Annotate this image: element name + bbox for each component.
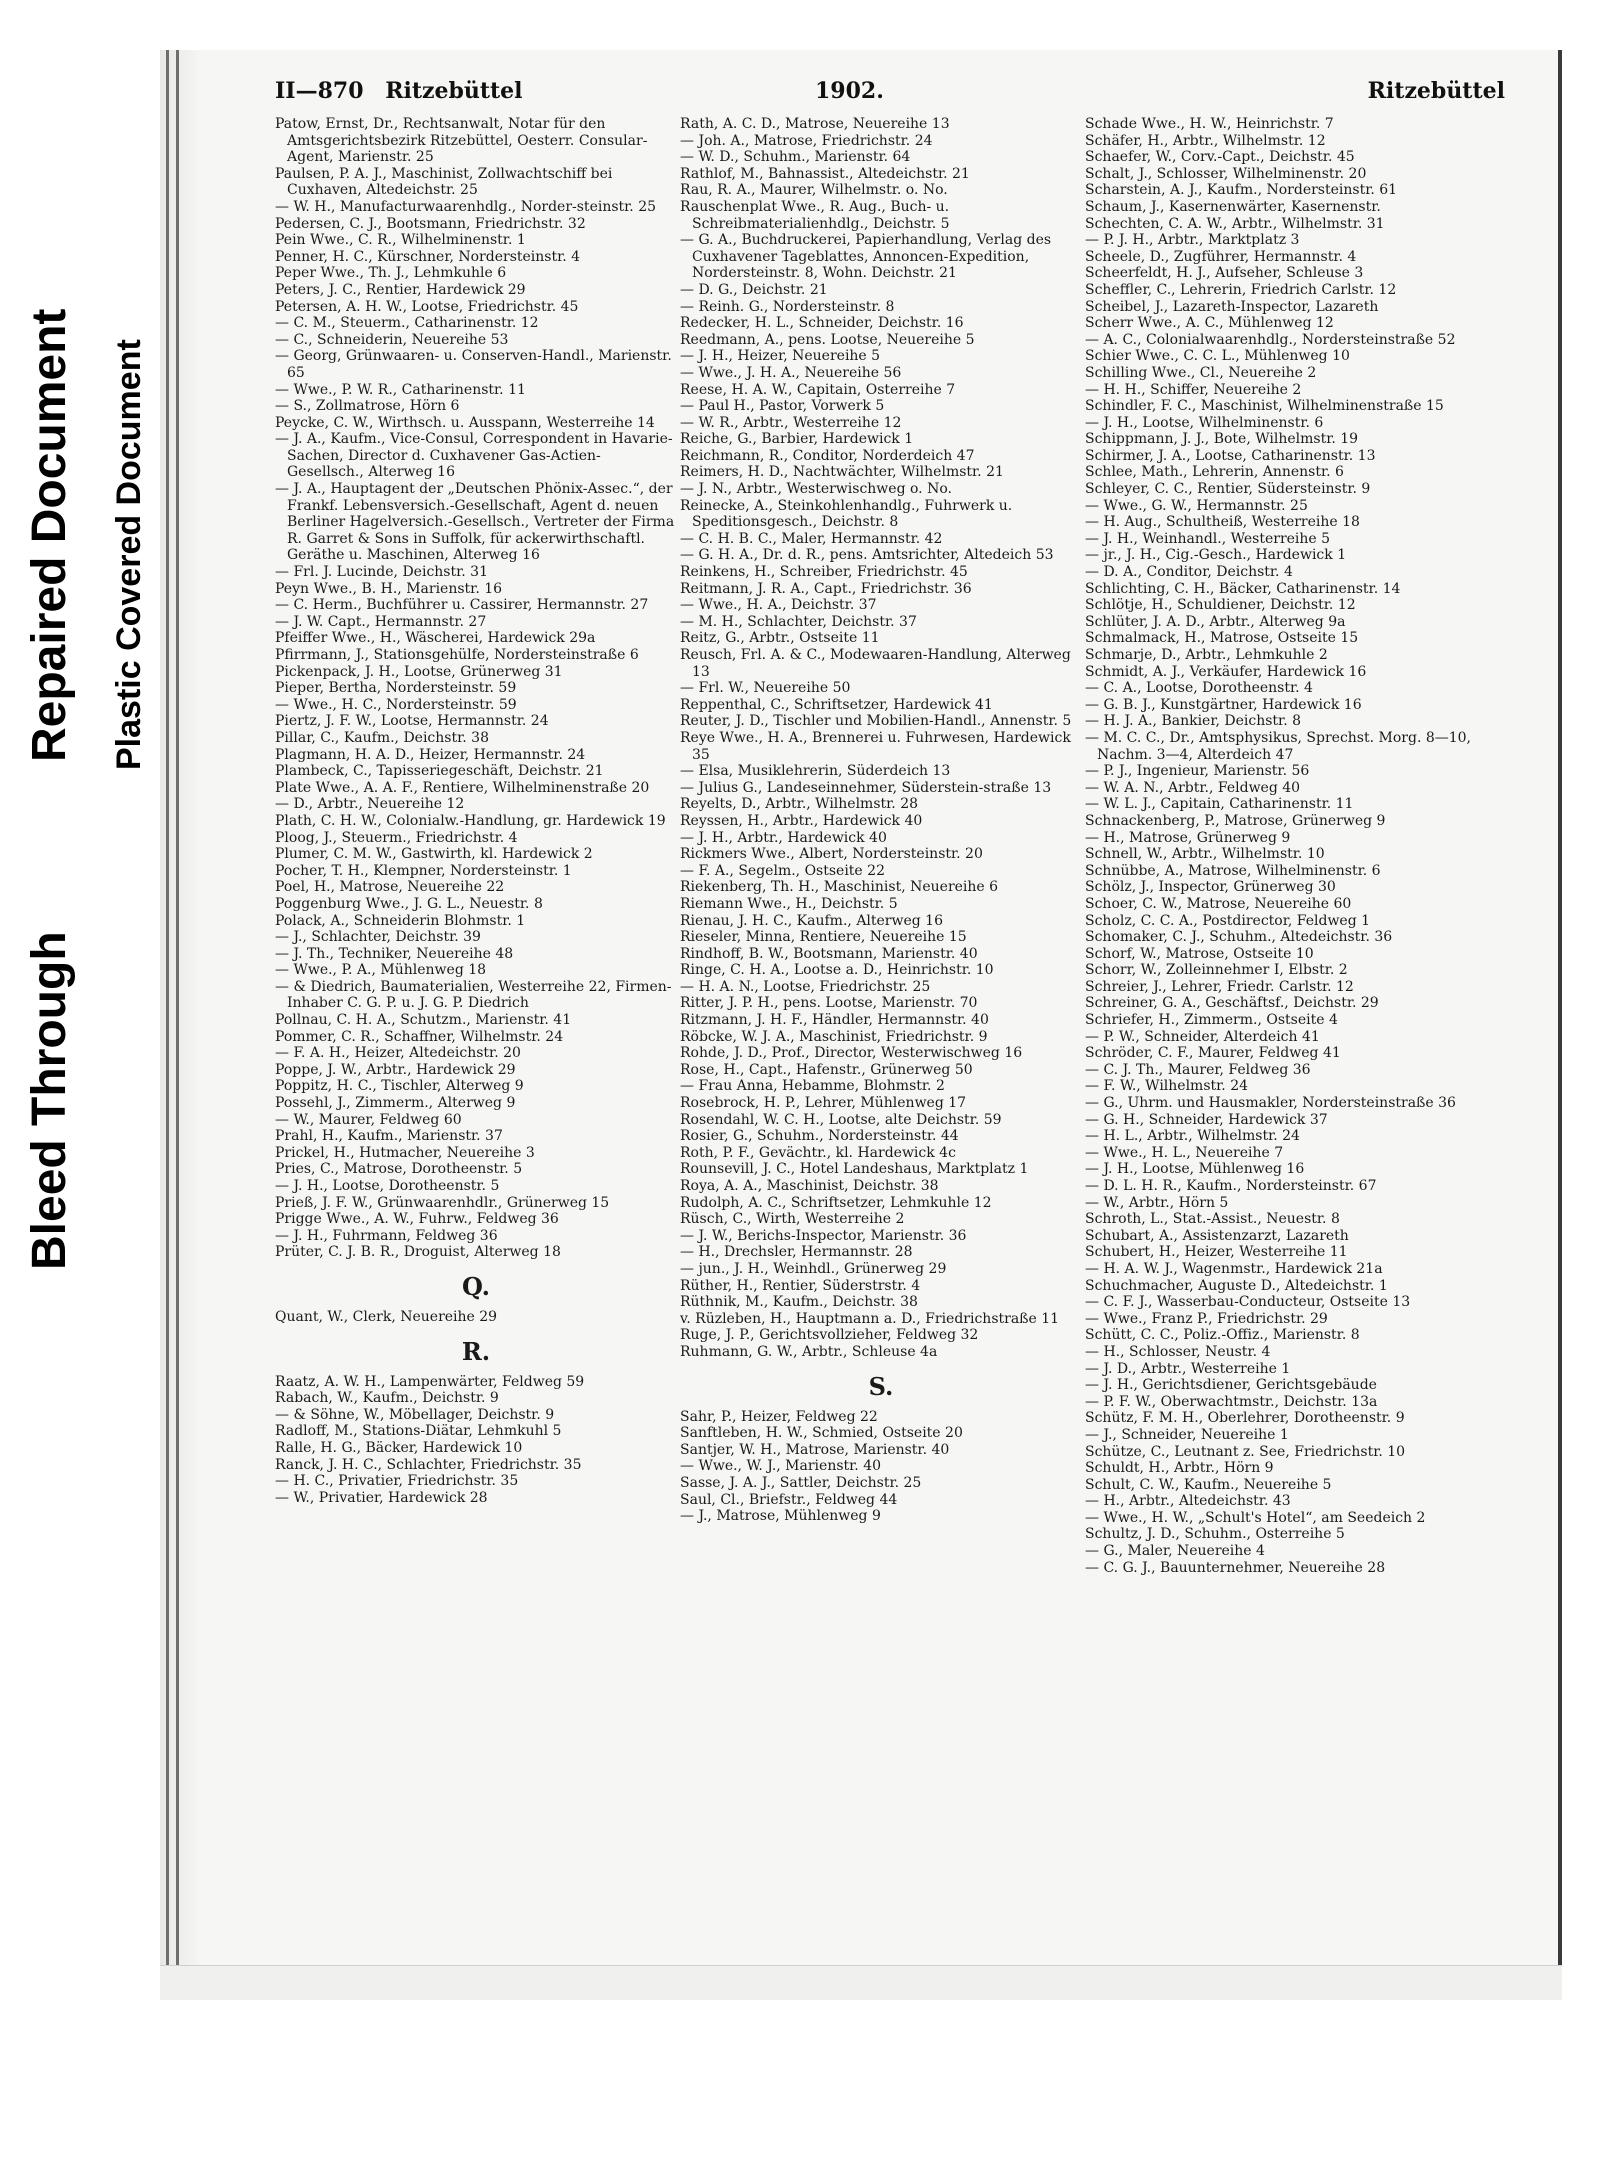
directory-entry: Rath, A. C. D., Matrose, Neuereihe 13 — [680, 116, 950, 132]
directory-entry: Reyelts, D., Arbtr., Wilhelmstr. 28 — [680, 796, 919, 813]
directory-entry: Plambeck, C., Tapisseriegeschäft, Deichstr. 21 — [275, 763, 604, 780]
directory-entry: — H., Arbtr., Altedeichstr. 43 — [1085, 1493, 1291, 1510]
directory-entry: — C. Herm., Buchführer u. Cassirer, Hermannstr. 27 — [275, 597, 649, 614]
directory-entry: Radloff, M., Stations-Diätar, Lehmkuhl 5 — [275, 1423, 562, 1440]
directory-entry: Schnell, W., Arbtr., Wilhelmstr. 10 — [1085, 846, 1325, 863]
page-number: II—870 — [275, 78, 364, 104]
directory-entry: Schorf, W., Matrose, Ostseite 10 — [1085, 945, 1314, 962]
directory-entry: Röbcke, W. J. A., Maschinist, Friedrichstr. 9 — [680, 1028, 988, 1045]
directory-entry: Reinecke, A., Steinkohlenhandlg., Fuhrwerk u. Speditionsgesch., Deichstr. 8 — [680, 497, 1013, 531]
directory-entry: — & Diedrich, Baumaterialien, Westerreihe 22, Firmen-Inhaber C. G. P. u. J. G. P. Diedrich — [275, 978, 672, 1012]
directory-entry: — jr., J. H., Cig.-Gesch., Hardewick 1 — [1085, 547, 1347, 564]
directory-entry: — Wwe., H. A., Deichstr. 37 — [680, 597, 877, 614]
directory-entry: Quant, W., Clerk, Neuereihe 29 — [275, 1308, 498, 1325]
directory-entry: — C. H. B. C., Maler, Hermannstr. 42 — [680, 530, 943, 547]
directory-entry: Rosier, G., Schuhm., Nordersteinstr. 44 — [680, 1128, 959, 1145]
directory-entry: — H. A. W. J., Wagenmstr., Hardewick 21a — [1085, 1260, 1383, 1277]
directory-entry: Ranck, J. H. C., Schlachter, Friedrichstr. 35 — [275, 1456, 582, 1473]
directory-entry: Ruge, J. P., Gerichtsvollzieher, Feldweg 32 — [680, 1327, 979, 1344]
directory-entry: — H., Matrose, Grünerweg 9 — [1085, 829, 1291, 846]
directory-entry: — C. A., Lootse, Dorotheenstr. 4 — [1085, 680, 1313, 697]
directory-entry: Pillar, C., Kaufm., Deichstr. 38 — [275, 729, 489, 746]
directory-entry: Sahr, P., Heizer, Feldweg 22 — [680, 1408, 878, 1425]
directory-entry: Reyssen, H., Arbtr., Hardewick 40 — [680, 812, 923, 829]
directory-entry: Poel, H., Matrose, Neuereihe 22 — [275, 879, 505, 896]
directory-entry: Schmalmack, H., Matrose, Ostseite 15 — [1085, 630, 1359, 647]
directory-entry: Rau, R. A., Maurer, Wilhelmstr. o. No. — [680, 182, 948, 199]
directory-entry: Rindhoff, B. W., Bootsmann, Marienstr. 40 — [680, 945, 978, 962]
directory-entry: — Wwe., J. H. A., Neuereihe 56 — [680, 364, 902, 381]
directory-entry: — J. H., Fuhrmann, Feldweg 36 — [275, 1227, 498, 1244]
directory-entry: — & Söhne, W., Möbellager, Deichstr. 9 — [275, 1406, 555, 1423]
directory-entry: Schier Wwe., C. C. L., Mühlenweg 10 — [1085, 348, 1350, 365]
directory-entry: Schomaker, C. J., Schuhm., Altedeichstr. 36 — [1085, 929, 1393, 946]
directory-entry: Saul, Cl., Briefstr., Feldweg 44 — [680, 1491, 898, 1508]
directory-entry: — M. H., Schlachter, Deichstr. 37 — [680, 613, 917, 630]
directory-entry: Rudolph, A. C., Schriftsetzer, Lehmkuhle 12 — [680, 1194, 992, 1211]
label-plastic-covered-document: Plastic Covered Document — [110, 339, 148, 770]
directory-entry: Schnackenberg, P., Matrose, Grünerweg 9 — [1085, 812, 1386, 829]
directory-entry: Pries, C., Matrose, Dorotheenstr. 5 — [275, 1161, 523, 1178]
directory-entry: Prickel, H., Hutmacher, Neuereihe 3 — [275, 1144, 535, 1161]
directory-entry: — S., Zollmatrose, Hörn 6 — [275, 398, 460, 415]
directory-entry: Reitz, G., Arbtr., Ostseite 11 — [680, 630, 880, 647]
directory-entry: Petersen, A. H. W., Lootse, Friedrichstr. 45 — [275, 298, 579, 315]
directory-entry: Rosendahl, W. C. H., Lootse, alte Deichstr. 59 — [680, 1111, 1002, 1128]
directory-entry: — W., Maurer, Feldweg 60 — [275, 1111, 462, 1128]
directory-entry: Rounsevill, J. C., Hotel Landeshaus, Marktplatz 1 — [680, 1161, 1029, 1178]
running-head-year: 1902. — [815, 78, 884, 104]
directory-entry: — J. H., Gerichtsdiener, Gerichtsgebäude — [1085, 1377, 1377, 1394]
directory-entry: Pein Wwe., C. R., Wilhelminenstr. 1 — [275, 232, 526, 249]
directory-entry: Rüthnik, M., Kaufm., Deichstr. 38 — [680, 1294, 918, 1311]
directory-entry: Schaum, J., Kasernenwärter, Kasernenstr. — [1085, 198, 1381, 215]
directory-entry: — J. D., Arbtr., Westerreihe 1 — [1085, 1360, 1291, 1377]
directory-entry: Piertz, J. F. W., Lootse, Hermannstr. 24 — [275, 713, 549, 730]
directory-entry: Pollnau, C. H. A., Schutzm., Marienstr. 41 — [275, 1012, 572, 1029]
directory-entry: — J., Schneider, Neuereihe 1 — [1085, 1426, 1289, 1443]
directory-column-2 — [680, 116, 1082, 1525]
page-right-edge — [1558, 50, 1562, 2000]
section-letter: S. — [868, 1371, 894, 1401]
directory-entry: Schreiner, G. A., Geschäftsf., Deichstr. 29 — [1085, 995, 1379, 1012]
directory-entry: Pfirrmann, J., Stationsgehülfe, Nordersteinstraße 6 — [275, 647, 639, 663]
directory-page — [160, 50, 1562, 2000]
directory-entry: — W. L. J., Capitain, Catharinenstr. 11 — [1085, 796, 1354, 813]
directory-entry: — H. A. N., Lootse, Friedrichstr. 25 — [680, 978, 931, 995]
directory-entry: Schade Wwe., H. W., Heinrichstr. 7 — [1085, 116, 1334, 132]
directory-entry: Reiche, G., Barbier, Hardewick 1 — [680, 431, 914, 448]
directory-entry: Schäfer, H., Arbtr., Wilhelmstr. 12 — [1085, 132, 1326, 149]
directory-entry: — D., Arbtr., Neuereihe 12 — [275, 796, 465, 813]
directory-entry: Peters, J. C., Rentier, Hardewick 29 — [275, 281, 526, 298]
directory-entry: — W. R., Arbtr., Westerreihe 12 — [680, 414, 902, 431]
directory-entry: — G. A., Buchdruckerei, Papierhandlung, Verlag des Cuxhavener Tageblattes, Annoncen-Expedition, Nordersteinstr. 8, Wohn. Deichstr. 21 — [680, 232, 1052, 282]
directory-entry: Rüther, H., Rentier, Süderstrstr. 4 — [680, 1277, 921, 1294]
directory-entry: — J. A., Kaufm., Vice-Consul, Correspondent in Havarie-Sachen, Director d. Cuxhavener Gas-Actien-Gesellsch., Alterweg 16 — [275, 431, 673, 481]
directory-entry: — W., Privatier, Hardewick 28 — [275, 1489, 488, 1506]
directory-entry: — Joh. A., Matrose, Friedrichstr. 24 — [680, 132, 933, 149]
directory-entry: Rohde, J. D., Prof., Director, Westerwischweg 16 — [680, 1045, 1023, 1062]
directory-entry: Schütz, F. M. H., Oberlehrer, Dorotheenstr. 9 — [1085, 1410, 1405, 1427]
scan-labels — [0, 0, 160, 1280]
directory-entry: Rosebrock, H. P., Lehrer, Mühlenweg 17 — [680, 1095, 967, 1112]
directory-entry: Polack, A., Schneiderin Blohmstr. 1 — [275, 912, 526, 929]
directory-entry: — G., Uhrm. und Hausmakler, Nordersteinstraße 36 — [1085, 1095, 1456, 1112]
directory-entry: Rickmers Wwe., Albert, Nordersteinstr. 20 — [680, 846, 983, 863]
directory-entry: Schindler, F. C., Maschinist, Wilhelminenstraße 15 — [1085, 398, 1444, 415]
directory-entry: — J. H., Lootse, Wilhelminenstr. 6 — [1085, 414, 1324, 431]
directory-entry: Schoer, C. W., Matrose, Neuereihe 60 — [1085, 895, 1352, 912]
directory-entry: Possehl, J., Zimmerm., Alterweg 9 — [275, 1095, 516, 1112]
directory-entry: Ritter, J. P. H., pens. Lootse, Marienstr. 70 — [680, 995, 978, 1012]
directory-entry: Poggenburg Wwe., J. G. L., Neuestr. 8 — [275, 895, 543, 912]
directory-entry: — W. A. N., Arbtr., Feldweg 40 — [1085, 779, 1301, 796]
directory-entry: Pocher, T. H., Klempner, Nordersteinstr. 1 — [275, 862, 572, 879]
directory-entry: Penner, H. C., Kürschner, Nordersteinstr. 4 — [275, 248, 581, 265]
directory-entry: Schütt, C. C., Poliz.-Offiz., Marienstr. 8 — [1085, 1327, 1360, 1344]
directory-entry: — Wwe., Franz P., Friedrichstr. 29 — [1085, 1310, 1328, 1327]
directory-entry: Scharstein, A. J., Kaufm., Nordersteinstr. 61 — [1085, 182, 1398, 199]
directory-entry: — Wwe., H. L., Neuereihe 7 — [1085, 1144, 1284, 1161]
directory-entry: — G. B. J., Kunstgärtner, Hardewick 16 — [1085, 696, 1362, 713]
directory-entry: — J. A., Hauptagent der „Deutschen Phönix-Assec.“, der Frankf. Lebensversich.-Gesellschaft, Agent d. neuen Berliner Hagelversich.-Gesellsch., Vertreter der Firma R. Garret & Sons in Suffolk, für ackerwirthschaftl. Geräthe u. Maschinen, Alterweg 16 — [275, 481, 675, 564]
directory-entry: — G., Maler, Neuereihe 4 — [1085, 1543, 1265, 1560]
directory-entry: — D. G., Deichstr. 21 — [680, 281, 828, 298]
directory-entry: Reusch, Frl. A. & C., Modewaaren-Handlung, Alterweg 13 — [680, 647, 1071, 680]
directory-entry: Raatz, A. W. H., Lampenwärter, Feldweg 59 — [275, 1373, 585, 1390]
directory-entry: Rathlof, M., Bahnassist., Altedeichstr. 21 — [680, 165, 970, 182]
directory-entry: Schaefer, W., Corv.-Capt., Deichstr. 45 — [1085, 149, 1355, 166]
directory-entry: — Wwe., H. C., Nordersteinstr. 59 — [275, 696, 517, 713]
directory-entry: — H. Aug., Schultheiß, Westerreihe 18 — [1085, 514, 1360, 531]
directory-entry: Schmarje, D., Arbtr., Lehmkuhle 2 — [1085, 647, 1328, 663]
directory-entry: — H. C., Privatier, Friedrichstr. 35 — [275, 1473, 519, 1490]
directory-entry: Rabach, W., Kaufm., Deichstr. 9 — [275, 1390, 499, 1407]
directory-entry: — Wwe., P. A., Mühlenweg 18 — [275, 962, 487, 979]
directory-entry: — J. H., Lootse, Mühlenweg 16 — [1085, 1161, 1305, 1178]
directory-entry: — P. W., Schneider, Alterdeich 41 — [1085, 1028, 1320, 1045]
running-head-left: Ritzebüttel — [385, 78, 523, 104]
directory-entry: Schnübbe, A., Matrose, Wilhelminenstr. 6 — [1085, 862, 1381, 879]
directory-entry: — Julius G., Landeseinnehmer, Süderstein-straße 13 — [680, 779, 1052, 796]
directory-entry: Patow, Ernst, Dr., Rechtsanwalt, Notar für den Amtsgerichtsbezirk Ritzebüttel, Oesterr. Consular-Agent, Marienstr. 25 — [275, 116, 648, 166]
directory-entry: Reye Wwe., H. A., Brennerei u. Fuhrwesen, Hardewick 35 — [680, 729, 1071, 763]
directory-entry: — Elsa, Musiklehrerin, Süderdeich 13 — [680, 763, 951, 780]
directory-entry: Schubart, A., Assistenzarzt, Lazareth — [1085, 1227, 1349, 1244]
directory-entry: Peycke, C. W., Wirthsch. u. Ausspann, Westerreihe 14 — [275, 414, 655, 431]
directory-column-3 — [1085, 116, 1487, 1576]
directory-entry: — Frau Anna, Hebamme, Blohmstr. 2 — [680, 1078, 945, 1095]
directory-entry: Schmidt, A. J., Verkäufer, Hardewick 16 — [1085, 663, 1367, 680]
directory-entry: — J., Matrose, Mühlenweg 9 — [680, 1508, 881, 1525]
directory-entry: Pickenpack, J. H., Lootse, Grünerweg 31 — [275, 663, 563, 680]
directory-entry: Scherr Wwe., A. C., Mühlenweg 12 — [1085, 315, 1334, 332]
label-bleed-through: Bleed Through — [23, 931, 76, 1270]
directory-entry: — P. J. H., Arbtr., Marktplatz 3 — [1085, 232, 1300, 249]
directory-entry: — J. H., Weinhandl., Westerreihe 5 — [1085, 530, 1331, 547]
directory-entry: — F. W., Wilhelmstr. 24 — [1085, 1078, 1249, 1095]
directory-entry: Reitmann, J. R. A., Capt., Friedrichstr. 36 — [680, 580, 972, 597]
directory-entry: Ritzmann, J. H. F., Händler, Hermannstr. 40 — [680, 1012, 989, 1029]
directory-entry: Rieseler, Minna, Rentiere, Neuereihe 15 — [680, 929, 967, 946]
directory-entry: Scholz, C. C. A., Postdirector, Feldweg 1 — [1085, 912, 1371, 929]
directory-entry: Rienau, J. H. C., Kaufm., Alterweg 16 — [680, 912, 943, 929]
directory-entry: Schütze, C., Leutnant z. See, Friedrichstr. 10 — [1085, 1443, 1406, 1460]
directory-entry: Sanftleben, H. W., Schmied, Ostseite 20 — [680, 1425, 963, 1442]
directory-entry: Ruhmann, G. W., Arbtr., Schleuse 4a — [680, 1343, 938, 1360]
directory-entry: — H. L., Arbtr., Wilhelmstr. 24 — [1085, 1128, 1300, 1145]
directory-entry: Redecker, H. L., Schneider, Deichstr. 16 — [680, 315, 964, 332]
directory-entry: — C. G. J., Bauunternehmer, Neuereihe 28 — [1085, 1559, 1386, 1576]
page-header — [275, 78, 1505, 108]
directory-entry: Schreier, J., Lehrer, Friedr. Carlstr. 12 — [1085, 978, 1354, 995]
directory-entry: v. Rüzleben, H., Hauptmann a. D., Friedrichstraße 11 — [680, 1310, 1060, 1327]
directory-entry: — Wwe., G. W., Hermannstr. 25 — [1085, 497, 1308, 514]
directory-entry: Schorr, W., Zolleinnehmer I, Elbstr. 2 — [1085, 962, 1348, 979]
directory-entry: Peyn Wwe., B. H., Marienstr. 16 — [275, 580, 503, 597]
directory-entry: — jun., J. H., Weinhdl., Grünerweg 29 — [680, 1260, 947, 1277]
directory-entry: — H., Drechsler, Hermannstr. 28 — [680, 1244, 913, 1261]
directory-entry: Scheibel, J., Lazareth-Inspector, Lazareth — [1085, 298, 1379, 315]
directory-entry: Pommer, C. R., Schaffner, Wilhelmstr. 24 — [275, 1028, 564, 1045]
directory-entry: Schriefer, H., Zimmerm., Ostseite 4 — [1085, 1012, 1338, 1029]
directory-entry: Prieß, J. F. W., Grünwaarenhdlr., Grünerweg 15 — [275, 1194, 610, 1211]
directory-entry: — J., Schlachter, Deichstr. 39 — [275, 929, 481, 946]
directory-entry: Ralle, H. G., Bäcker, Hardewick 10 — [275, 1439, 523, 1456]
directory-entry: Schlüter, J. A. D., Arbtr., Alterweg 9a — [1085, 613, 1346, 630]
directory-entry: Schultz, J. D., Schuhm., Osterreihe 5 — [1085, 1526, 1345, 1543]
directory-entry: — C. F. J., Wasserbau-Conducteur, Ostseite 13 — [1085, 1294, 1411, 1311]
directory-entry: — C. M., Steuerm., Catharinenstr. 12 — [275, 315, 539, 332]
directory-entry: Roth, P. F., Gevächtr., kl. Hardewick 4c — [680, 1144, 956, 1161]
directory-entry: Reese, H. A. W., Capitain, Osterreihe 7 — [680, 381, 956, 398]
directory-entry: — Wwe., P. W. R., Catharinenstr. 11 — [275, 381, 526, 398]
directory-entry: Pedersen, C. J., Bootsmann, Friedrichstr. 32 — [275, 215, 586, 232]
directory-entry: Schalt, J., Schlosser, Wilhelminenstr. 20 — [1085, 165, 1367, 182]
directory-entry: Plumer, C. M. W., Gastwirth, kl. Hardewick 2 — [275, 846, 593, 863]
page-bottom-strip — [160, 1965, 1562, 2000]
directory-entry: — J. H., Lootse, Dorotheenstr. 5 — [275, 1178, 500, 1194]
directory-entry: — J. H., Heizer, Neuereihe 5 — [680, 348, 881, 365]
directory-entry: — W. H., Manufacturwaarenhdlg., Norder-steinstr. 25 — [275, 198, 657, 215]
directory-entry: Schilling Wwe., Cl., Neuereihe 2 — [1085, 364, 1317, 381]
directory-column-1 — [275, 116, 677, 1506]
directory-entry: Sasse, J. A. J., Sattler, Deichstr. 25 — [680, 1474, 922, 1491]
directory-entry: Schirmer, J. A., Lootse, Catharinenstr. 13 — [1085, 447, 1376, 464]
directory-entry: — W. D., Schuhm., Marienstr. 64 — [680, 149, 911, 166]
directory-entry: Prigge Wwe., A. W., Fuhrw., Feldweg 36 — [275, 1211, 559, 1228]
directory-entry: Scheerfeldt, H. J., Aufseher, Schleuse 3 — [1085, 265, 1364, 282]
directory-entry: — C. J. Th., Maurer, Feldweg 36 — [1085, 1061, 1311, 1078]
directory-entry: — C., Schneiderin, Neuereihe 53 — [275, 331, 509, 348]
directory-entry: Pieper, Bertha, Nordersteinstr. 59 — [275, 680, 517, 697]
directory-entry: — P. F. W., Oberwachtmstr., Deichstr. 13a — [1085, 1393, 1378, 1410]
directory-entry: Plagmann, H. A. D., Heizer, Hermannstr. 24 — [275, 746, 586, 763]
directory-entry: Schleyer, C. C., Rentier, Südersteinstr. 9 — [1085, 481, 1371, 498]
binding-edge-line — [166, 50, 169, 2000]
directory-entry: Reedmann, A., pens. Lootse, Neuereihe 5 — [680, 331, 975, 348]
directory-entry: Paulsen, P. A. J., Maschinist, Zollwachtschiff bei Cuxhaven, Altedeichstr. 25 — [275, 165, 613, 199]
directory-entry: Schlichting, C. H., Bäcker, Catharinenstr. 14 — [1085, 580, 1401, 597]
directory-entry: Schubert, H., Heizer, Westerreihe 11 — [1085, 1244, 1348, 1261]
directory-entry: — Wwe., H. W., „Schult's Hotel“, am Seedeich 2 — [1085, 1509, 1426, 1526]
directory-entry: — Frl. J. Lucinde, Deichstr. 31 — [275, 564, 488, 581]
directory-entry: Plath, C. H. W., Colonialw.-Handlung, gr. Hardewick 19 — [275, 812, 666, 829]
directory-entry: — Paul H., Pastor, Vorwerk 5 — [680, 398, 885, 415]
directory-entry: Poppe, J. W., Arbtr., Hardewick 29 — [275, 1061, 516, 1078]
directory-entry: Rose, H., Capt., Hafenstr., Grünerweg 50 — [680, 1061, 973, 1078]
directory-entry: Reichmann, R., Conditor, Norderdeich 47 — [680, 447, 975, 464]
directory-entry: Riekenberg, Th. H., Maschinist, Neuereihe 6 — [680, 879, 999, 896]
directory-entry: — F. A., Segelm., Ostseite 22 — [680, 862, 885, 879]
directory-entry: — H. J. A., Bankier, Deichstr. 8 — [1085, 713, 1302, 730]
directory-entry: Schölz, J., Inspector, Grünerweg 30 — [1085, 879, 1336, 896]
directory-entry: Plate Wwe., A. A. F., Rentiere, Wilhelminenstraße 20 — [275, 779, 650, 796]
directory-entry: Pfeiffer Wwe., H., Wäscherei, Hardewick 29a — [275, 630, 596, 647]
directory-entry: Scheele, D., Zugführer, Hermannstr. 4 — [1085, 248, 1357, 265]
directory-entry: — F. A. H., Heizer, Altedeichstr. 20 — [275, 1045, 521, 1062]
directory-entry: Poppitz, H. C., Tischler, Alterweg 9 — [275, 1078, 524, 1095]
directory-entry: — M. C. C., Dr., Amtsphysikus, Sprechst. Morg. 8—10, Nachm. 3—4, Alterdeich 47 — [1085, 729, 1472, 763]
directory-entry: — D. A., Conditor, Deichstr. 4 — [1085, 564, 1293, 581]
directory-entry: — H. H., Schiffer, Neuereihe 2 — [1085, 381, 1302, 398]
directory-entry: — D. L. H. R., Kaufm., Nordersteinstr. 67 — [1085, 1178, 1377, 1194]
directory-entry: Schröder, C. F., Maurer, Feldweg 41 — [1085, 1045, 1341, 1062]
directory-entry: Schlötje, H., Schuldiener, Deichstr. 12 — [1085, 597, 1356, 614]
directory-entry: — G. H., Schneider, Hardewick 37 — [1085, 1111, 1328, 1128]
directory-entry: Schuldt, H., Arbtr., Hörn 9 — [1085, 1460, 1274, 1477]
directory-entry: Schult, C. W., Kaufm., Neuereihe 5 — [1085, 1476, 1332, 1493]
directory-entry: — J. Th., Techniker, Neuereihe 48 — [275, 945, 514, 962]
running-head-right: Ritzebüttel — [1367, 78, 1505, 104]
directory-entry: Prüter, C. J. B. R., Droguist, Alterweg 18 — [275, 1244, 561, 1261]
binding-edge-line — [176, 50, 179, 2000]
directory-entry: — J. N., Arbtr., Westerwischweg o. No. — [680, 481, 952, 498]
directory-entry: — Frl. W., Neuereihe 50 — [680, 680, 851, 697]
directory-entry: Schippmann, J. J., Bote, Wilhelmstr. 19 — [1085, 431, 1359, 448]
directory-entry: Reppenthal, C., Schriftsetzer, Hardewick 41 — [680, 696, 993, 713]
directory-entry: — A. C., Colonialwaarenhdlg., Nordersteinstraße 52 — [1085, 331, 1456, 348]
section-letter: R. — [461, 1336, 491, 1366]
directory-entry: — P. J., Ingenieur, Marienstr. 56 — [1085, 763, 1310, 780]
directory-entry: — W., Arbtr., Hörn 5 — [1085, 1194, 1229, 1211]
directory-entry: — Reinh. G., Nordersteinstr. 8 — [680, 298, 895, 315]
directory-entry: — J. W. Capt., Hermannstr. 27 — [275, 613, 487, 630]
directory-entry: Roya, A. A., Maschinist, Deichstr. 38 — [680, 1178, 939, 1194]
directory-entry: Ringe, C. H. A., Lootse a. D., Heinrichstr. 10 — [680, 962, 994, 979]
directory-entry: — J. H., Arbtr., Hardewick 40 — [680, 829, 887, 846]
directory-entry: — Georg, Grünwaaren- u. Conserven-Handl., Marienstr. 65 — [275, 348, 672, 381]
directory-entry: Reuter, J. D., Tischler und Mobilien-Handl., Annenstr. 5 — [680, 713, 1072, 730]
directory-entry: Prahl, H., Kaufm., Marienstr. 37 — [275, 1128, 503, 1145]
directory-entry: Schroth, L., Stat.-Assist., Neuestr. 8 — [1085, 1211, 1340, 1228]
directory-entry: Schuchmacher, Auguste D., Altedeichstr. 1 — [1085, 1277, 1388, 1294]
directory-entry: — Wwe., W. J., Marienstr. 40 — [680, 1458, 882, 1475]
directory-entry: Schechten, C. A. W., Arbtr., Wilhelmstr. 31 — [1085, 215, 1385, 232]
directory-entry: Reinkens, H., Schreiber, Friedrichstr. 45 — [680, 564, 968, 581]
directory-entry: Peper Wwe., Th. J., Lehmkuhle 6 — [275, 265, 507, 282]
directory-entry: Rüsch, C., Wirth, Westerreihe 2 — [680, 1211, 905, 1228]
directory-entry: Santjer, W. H., Matrose, Marienstr. 40 — [680, 1441, 950, 1458]
directory-entry: Riemann Wwe., H., Deichstr. 5 — [680, 895, 898, 912]
directory-entry: Ploog, J., Steuerm., Friedrichstr. 4 — [275, 829, 518, 846]
directory-entry: — H., Schlosser, Neustr. 4 — [1085, 1343, 1271, 1360]
directory-entry: Scheffler, C., Lehrerin, Friedrich Carlstr. 12 — [1085, 281, 1397, 298]
directory-entry: Schlee, Math., Lehrerin, Annenstr. 6 — [1085, 464, 1344, 481]
directory-entry: — G. H. A., Dr. d. R., pens. Amtsrichter, Altedeich 53 — [680, 547, 1054, 564]
section-letter: Q. — [461, 1271, 491, 1301]
directory-entry: Rauschenplat Wwe., R. Aug., Buch- u. Schreibmaterialienhdlg., Deichstr. 5 — [680, 198, 950, 232]
directory-entry: — J. W., Berichs-Inspector, Marienstr. 36 — [680, 1227, 967, 1244]
directory-entry: Reimers, H. D., Nachtwächter, Wilhelmstr. 21 — [680, 464, 1004, 481]
label-repaired-document: Repaired Document — [23, 308, 76, 762]
